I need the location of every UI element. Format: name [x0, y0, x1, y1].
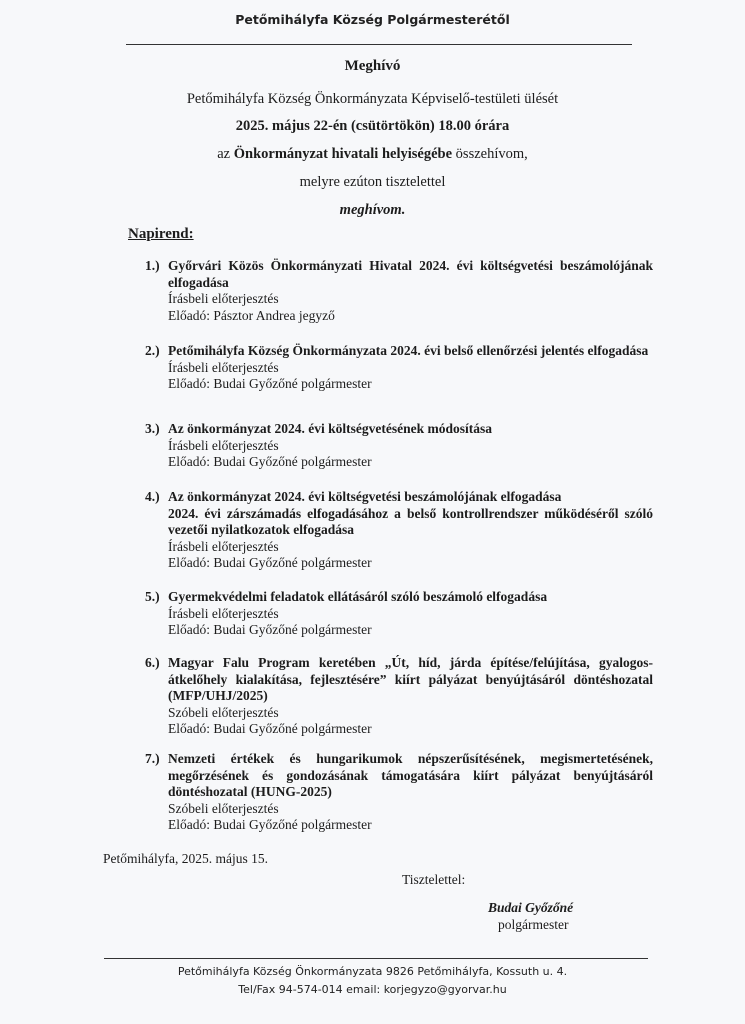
signer-role: polgármester	[498, 917, 569, 932]
agenda-item-type: Írásbeli előterjesztés	[168, 291, 279, 306]
footer-address: Petőmihályfa Község Önkormányzata 9826 Petőmihályfa, Kossuth u. 4.	[177, 965, 568, 978]
agenda-item-presenter: Előadó: Budai Győzőné polgármester	[168, 817, 372, 832]
agenda-item-presenter: Előadó: Pásztor Andrea jegyző	[168, 307, 335, 323]
invitation-line-3	[0, 146, 745, 163]
agenda-item-type: Írásbeli előterjesztés	[168, 437, 279, 453]
agenda-item-type: Szóbeli előterjesztés	[168, 704, 279, 720]
meeting-datetime: 2025. május 22-én (csütörtökön) 18.00 órára	[235, 118, 510, 134]
agenda-item-title: Az önkormányzat 2024. évi költségvetési beszámolójának elfogadása	[168, 489, 562, 504]
venue: Önkormányzat hivatali helyiségébe	[233, 146, 453, 162]
agenda-item-presenter: Előadó: Budai Győzőné polgármester	[168, 721, 372, 736]
letterhead-title: Petőmihályfa Község Polgármesterétől	[235, 12, 510, 27]
agenda-item-number: 3.)	[145, 421, 160, 436]
agenda-item-type: Írásbeli előterjesztés	[168, 605, 279, 621]
agenda-item-title: Nemzeti értékek és hungarikumok népszerűsítésének, megismertetésének, megőrzésének és gondozásának támogatására kiírt pályázat benyújtásáról döntéshozatal (HUNG-2025)	[168, 751, 653, 799]
agenda-item-1	[145, 258, 653, 324]
agenda-item-title: Petőmihályfa Község Önkormányzata 2024. évi belső ellenőrzési jelentés elfogadása	[168, 343, 649, 358]
agenda-item-presenter: Előadó: Budai Győzőné polgármester	[168, 555, 372, 570]
document-title: Meghívó	[344, 58, 401, 74]
footer-divider	[104, 958, 648, 959]
signer-name: Budai Győzőné	[488, 900, 574, 915]
agenda-item-presenter: Előadó: Budai Győzőné polgármester	[168, 376, 372, 391]
invitation-line-4: melyre ezúton tisztelettel	[299, 174, 446, 190]
venue-prefix: az	[217, 146, 234, 162]
agenda-item-2	[145, 343, 653, 393]
agenda-item-type: Írásbeli előterjesztés	[168, 538, 279, 554]
header-divider	[126, 44, 632, 45]
agenda-item-title: Győrvári Közös Önkormányzati Hivatal 2024. évi költségvetési beszámolójának elfogadása	[168, 258, 653, 290]
agenda-item-number: 7.)	[145, 751, 160, 766]
agenda-item-title: Gyermekvédelmi feladatok ellátásáról szóló beszámoló elfogadása	[168, 589, 548, 604]
regards: Tisztelettel:	[402, 872, 466, 887]
agenda-item-presenter: Előadó: Budai Győzőné polgármester	[168, 622, 372, 637]
agenda-item-title-2: 2024. évi zárszámadás elfogadásához a belső kontrollrendszer működéséről szóló vezetői nyilatkozatok elfogadása	[168, 505, 653, 537]
agenda-item-title: Magyar Falu Program keretében „Út, híd, járda építése/felújítása, gyalogos-átkelőhely kialakítása, fejlesztésére” kiírt pályázat benyújtásáról döntéshozatal (MFP/UHJ/2025)	[168, 655, 653, 703]
venue-suffix: összehívom,	[452, 146, 528, 162]
agenda-item-4	[145, 489, 653, 572]
invitation-line-5: meghívom.	[339, 202, 406, 218]
agenda-label: Napirend:	[128, 226, 194, 242]
agenda-item-5	[145, 589, 653, 639]
agenda-item-presenter: Előadó: Budai Győzőné polgármester	[168, 454, 372, 469]
invitation-line-1: Petőmihályfa Község Önkormányzata Képviselő-testületi ülését	[186, 91, 559, 107]
agenda-item-number: 6.)	[145, 655, 160, 670]
place-date: Petőmihályfa, 2025. május 15.	[103, 851, 268, 866]
agenda-item-number: 1.)	[145, 258, 160, 273]
agenda-item-number: 5.)	[145, 589, 160, 604]
agenda-item-type: Írásbeli előterjesztés	[168, 359, 279, 375]
agenda-item-title: Az önkormányzat 2024. évi költségvetésének módosítása	[168, 421, 492, 436]
agenda-item-7	[145, 751, 653, 834]
agenda-item-number: 4.)	[145, 489, 160, 504]
agenda-item-3	[145, 421, 653, 471]
footer-contact: Tel/Fax 94-574-014 email: korjegyzo@gyorvar.hu	[238, 983, 507, 996]
agenda-item-6	[145, 655, 653, 738]
agenda-item-number: 2.)	[145, 343, 160, 358]
agenda-item-type: Szóbeli előterjesztés	[168, 800, 279, 816]
